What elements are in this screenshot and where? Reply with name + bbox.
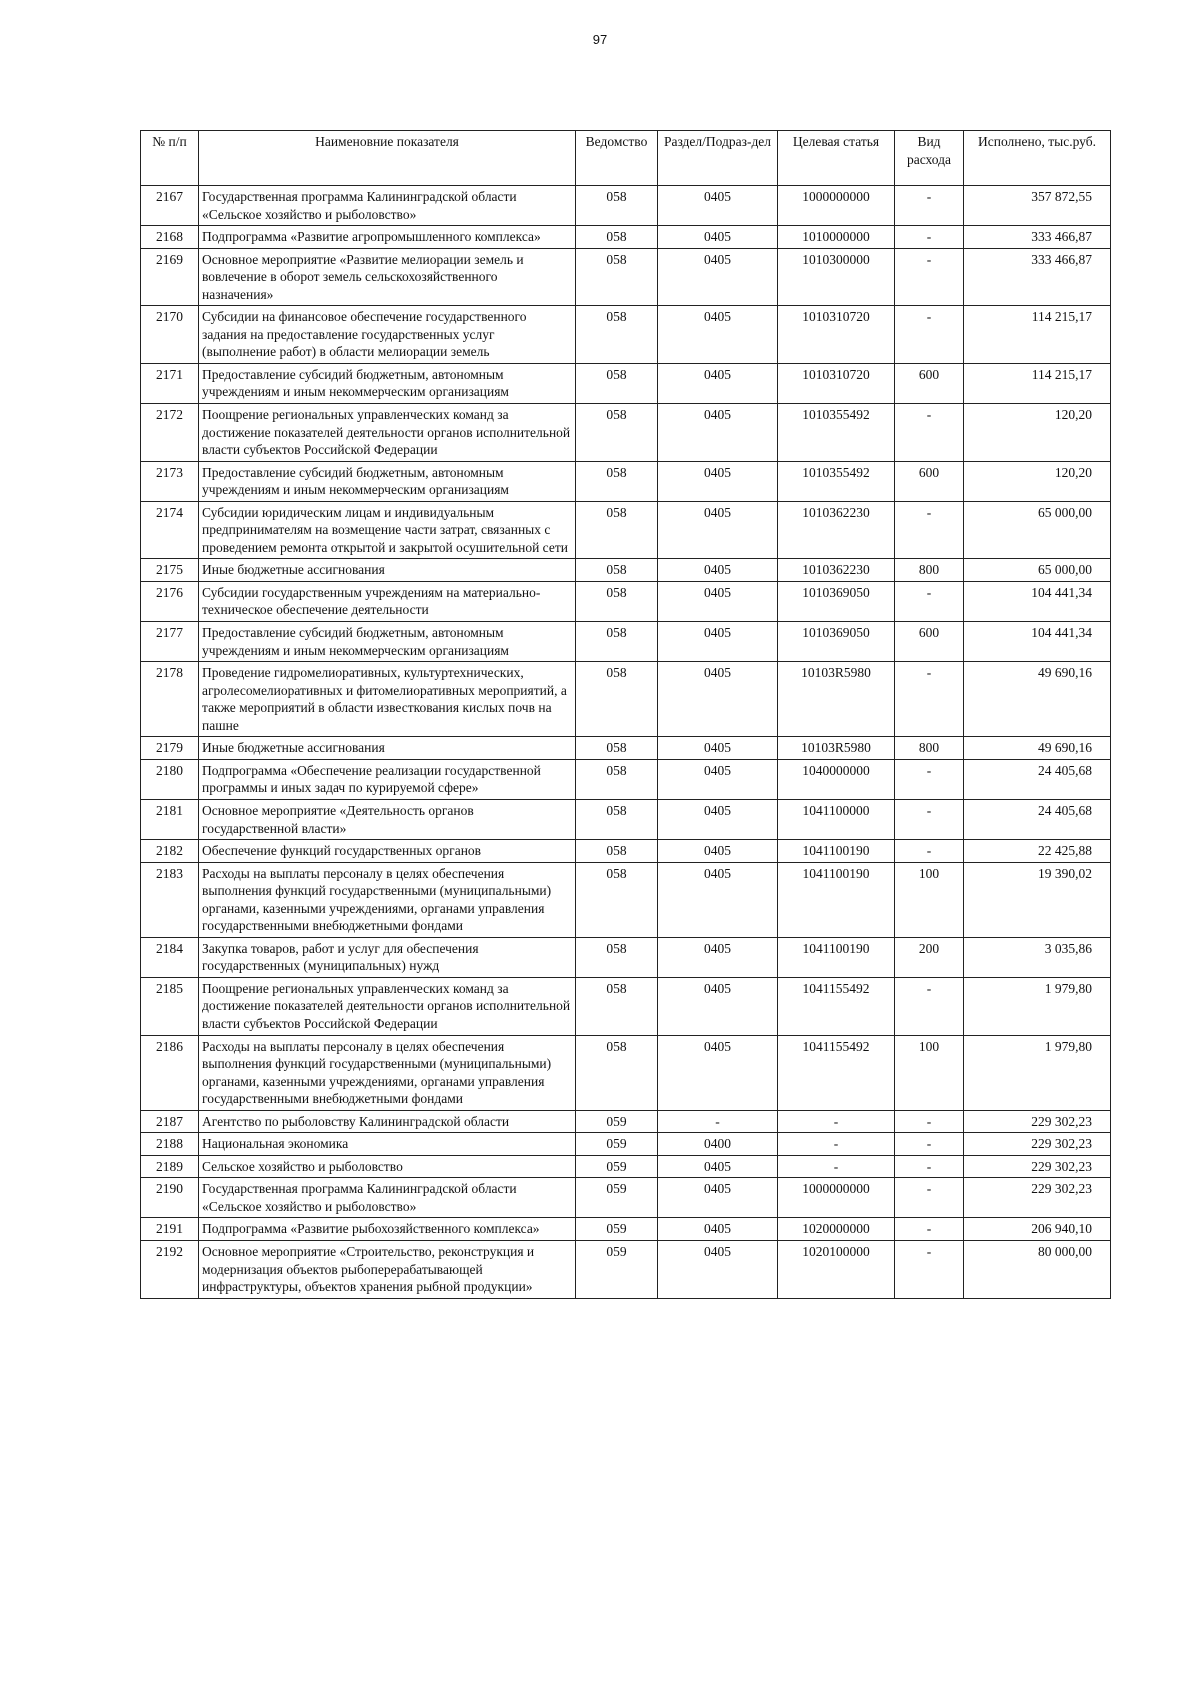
row-sum: 333 466,87 — [964, 248, 1111, 306]
row-sum: 114 215,17 — [964, 363, 1111, 403]
table-row — [141, 501, 1111, 559]
row-section: 0405 — [658, 622, 778, 662]
row-section: 0405 — [658, 226, 778, 249]
row-article: 10103R5980 — [778, 662, 895, 737]
row-kind: - — [895, 662, 964, 737]
row-name: Субсидии на финансовое обеспечение государственного задания на предоставление государственных услуг (выполнение работ) в области мелиорации земель — [199, 306, 576, 364]
row-sum: 24 405,68 — [964, 759, 1111, 799]
row-sum: 19 390,02 — [964, 862, 1111, 937]
row-sum: 104 441,34 — [964, 622, 1111, 662]
row-num: 2186 — [141, 1035, 199, 1110]
row-kind: - — [895, 501, 964, 559]
header-sum: Исполнено, тыс.руб. — [964, 131, 1111, 186]
row-dept: 058 — [576, 363, 658, 403]
row-article: 1010362230 — [778, 501, 895, 559]
row-section: 0405 — [658, 737, 778, 760]
row-article: 1010000000 — [778, 226, 895, 249]
header-dept: Ведомство — [576, 131, 658, 186]
row-section: 0405 — [658, 759, 778, 799]
row-kind: - — [895, 1218, 964, 1241]
row-sum: 24 405,68 — [964, 799, 1111, 839]
row-article: 1010362230 — [778, 559, 895, 582]
row-num: 2171 — [141, 363, 199, 403]
row-sum: 357 872,55 — [964, 186, 1111, 226]
row-num: 2189 — [141, 1155, 199, 1178]
row-section: - — [658, 1110, 778, 1133]
row-dept: 058 — [576, 622, 658, 662]
row-kind: 100 — [895, 862, 964, 937]
row-article: - — [778, 1110, 895, 1133]
row-dept: 059 — [576, 1155, 658, 1178]
table-row — [141, 559, 1111, 582]
table-row — [141, 937, 1111, 977]
row-dept: 058 — [576, 306, 658, 364]
row-dept: 059 — [576, 1240, 658, 1298]
table-row — [141, 977, 1111, 1035]
row-name: Предоставление субсидий бюджетным, автономным учреждениям и иным некоммерческим организациям — [199, 622, 576, 662]
row-dept: 058 — [576, 186, 658, 226]
row-article: 1041100000 — [778, 799, 895, 839]
row-name: Проведение гидромелиоративных, культуртехнических, агролесомелиоративных и фитомелиоративных мероприятий, а также мероприятий в области известкования кислых почв на пашне — [199, 662, 576, 737]
row-name: Предоставление субсидий бюджетным, автономным учреждениям и иным некоммерческим организациям — [199, 461, 576, 501]
row-dept: 059 — [576, 1110, 658, 1133]
row-section: 0405 — [658, 404, 778, 462]
row-article: 1010369050 — [778, 581, 895, 621]
row-sum: 65 000,00 — [964, 559, 1111, 582]
row-sum: 229 302,23 — [964, 1110, 1111, 1133]
row-section: 0405 — [658, 581, 778, 621]
header-kind: Вид расхода — [895, 131, 964, 186]
table-row — [141, 1155, 1111, 1178]
row-kind: - — [895, 404, 964, 462]
row-num: 2168 — [141, 226, 199, 249]
row-article: 1000000000 — [778, 1178, 895, 1218]
row-section: 0405 — [658, 977, 778, 1035]
table-row — [141, 622, 1111, 662]
table-row — [141, 1133, 1111, 1156]
row-dept: 058 — [576, 937, 658, 977]
row-num: 2173 — [141, 461, 199, 501]
row-kind: 800 — [895, 737, 964, 760]
row-dept: 059 — [576, 1218, 658, 1241]
row-num: 2172 — [141, 404, 199, 462]
row-sum: 120,20 — [964, 461, 1111, 501]
row-name: Закупка товаров, работ и услуг для обеспечения государственных (муниципальных) нужд — [199, 937, 576, 977]
table-row — [141, 186, 1111, 226]
row-article: 1010355492 — [778, 404, 895, 462]
row-dept: 058 — [576, 737, 658, 760]
row-name: Расходы на выплаты персоналу в целях обеспечения выполнения функций государственными (муниципальными) органами, казенными учреждениями, органами управления государственными внебюджетными фондами — [199, 1035, 576, 1110]
row-kind: - — [895, 226, 964, 249]
row-article: 1010310720 — [778, 363, 895, 403]
row-num: 2170 — [141, 306, 199, 364]
row-dept: 059 — [576, 1133, 658, 1156]
row-sum: 104 441,34 — [964, 581, 1111, 621]
table-row — [141, 306, 1111, 364]
row-name: Национальная экономика — [199, 1133, 576, 1156]
row-num: 2167 — [141, 186, 199, 226]
row-name: Сельское хозяйство и рыболовство — [199, 1155, 576, 1178]
table-row — [141, 363, 1111, 403]
row-name: Расходы на выплаты персоналу в целях обеспечения выполнения функций государственными (муниципальными) органами, казенными учреждениями, органами управления государственными внебюджетными фондами — [199, 862, 576, 937]
row-num: 2183 — [141, 862, 199, 937]
row-kind: 600 — [895, 622, 964, 662]
row-num: 2179 — [141, 737, 199, 760]
table-row — [141, 1110, 1111, 1133]
row-article: 1020100000 — [778, 1240, 895, 1298]
table-row — [141, 1035, 1111, 1110]
row-name: Государственная программа Калининградской области «Сельское хозяйство и рыболовство» — [199, 1178, 576, 1218]
row-dept: 058 — [576, 1035, 658, 1110]
row-sum: 333 466,87 — [964, 226, 1111, 249]
row-sum: 65 000,00 — [964, 501, 1111, 559]
row-section: 0405 — [658, 461, 778, 501]
row-sum: 229 302,23 — [964, 1155, 1111, 1178]
row-kind: 800 — [895, 559, 964, 582]
row-article: 1041155492 — [778, 1035, 895, 1110]
row-kind: - — [895, 1240, 964, 1298]
row-name: Подпрограмма «Развитие агропромышленного комплекса» — [199, 226, 576, 249]
row-num: 2187 — [141, 1110, 199, 1133]
row-kind: 100 — [895, 1035, 964, 1110]
row-sum: 80 000,00 — [964, 1240, 1111, 1298]
row-section: 0405 — [658, 306, 778, 364]
row-kind: 200 — [895, 937, 964, 977]
header-section: Раздел/Подраз-дел — [658, 131, 778, 186]
row-sum: 3 035,86 — [964, 937, 1111, 977]
table-row — [141, 226, 1111, 249]
row-sum: 49 690,16 — [964, 737, 1111, 760]
row-section: 0405 — [658, 186, 778, 226]
row-name: Агентство по рыболовству Калининградской области — [199, 1110, 576, 1133]
row-dept: 058 — [576, 226, 658, 249]
row-section: 0405 — [658, 1218, 778, 1241]
table-row — [141, 461, 1111, 501]
table-row — [141, 759, 1111, 799]
row-name: Государственная программа Калининградской области «Сельское хозяйство и рыболовство» — [199, 186, 576, 226]
table-row — [141, 1240, 1111, 1298]
row-kind: 600 — [895, 461, 964, 501]
row-dept: 058 — [576, 404, 658, 462]
table-body — [141, 186, 1111, 1299]
row-section: 0405 — [658, 937, 778, 977]
row-name: Основное мероприятие «Строительство, реконструкция и модернизация объектов рыбоперерабатывающей инфраструктуры, объектов хранения рыбной продукции» — [199, 1240, 576, 1298]
row-dept: 058 — [576, 501, 658, 559]
row-name: Основное мероприятие «Деятельность органов государственной власти» — [199, 799, 576, 839]
row-num: 2177 — [141, 622, 199, 662]
row-section: 0405 — [658, 559, 778, 582]
row-num: 2190 — [141, 1178, 199, 1218]
row-dept: 058 — [576, 862, 658, 937]
row-kind: - — [895, 186, 964, 226]
row-kind: - — [895, 1178, 964, 1218]
row-num: 2184 — [141, 937, 199, 977]
row-article: - — [778, 1155, 895, 1178]
row-article: 1041100190 — [778, 937, 895, 977]
row-name: Субсидии государственным учреждениям на материально-техническое обеспечение деятельности — [199, 581, 576, 621]
row-section: 0405 — [658, 1178, 778, 1218]
row-kind: - — [895, 248, 964, 306]
row-kind: - — [895, 759, 964, 799]
row-kind: - — [895, 1110, 964, 1133]
row-article: 1010355492 — [778, 461, 895, 501]
row-dept: 058 — [576, 581, 658, 621]
row-kind: - — [895, 1155, 964, 1178]
row-section: 0405 — [658, 862, 778, 937]
row-section: 0400 — [658, 1133, 778, 1156]
row-name: Подпрограмма «Развитие рыбохозяйственного комплекса» — [199, 1218, 576, 1241]
row-kind: 600 — [895, 363, 964, 403]
row-sum: 229 302,23 — [964, 1178, 1111, 1218]
table-header — [141, 131, 1111, 186]
row-sum: 22 425,88 — [964, 840, 1111, 863]
row-article: 1041100190 — [778, 840, 895, 863]
row-name: Иные бюджетные ассигнования — [199, 737, 576, 760]
page-number: 97 — [592, 32, 608, 47]
header-name: Наименовние показателя — [199, 131, 576, 186]
row-article: 1041155492 — [778, 977, 895, 1035]
row-dept: 058 — [576, 248, 658, 306]
row-dept: 058 — [576, 759, 658, 799]
row-section: 0405 — [658, 248, 778, 306]
table-row — [141, 840, 1111, 863]
row-sum: 49 690,16 — [964, 662, 1111, 737]
row-num: 2191 — [141, 1218, 199, 1241]
row-kind: - — [895, 581, 964, 621]
row-sum: 206 940,10 — [964, 1218, 1111, 1241]
table-row — [141, 1178, 1111, 1218]
row-sum: 1 979,80 — [964, 1035, 1111, 1110]
header-article: Целевая статья — [778, 131, 895, 186]
row-dept: 058 — [576, 461, 658, 501]
row-num: 2192 — [141, 1240, 199, 1298]
row-kind: - — [895, 799, 964, 839]
table-row — [141, 799, 1111, 839]
row-kind: - — [895, 840, 964, 863]
row-article: 1010310720 — [778, 306, 895, 364]
row-num: 2181 — [141, 799, 199, 839]
row-name: Основное мероприятие «Развитие мелиорации земель и вовлечение в оборот земель сельскохозяйственного назначения» — [199, 248, 576, 306]
row-num: 2180 — [141, 759, 199, 799]
row-section: 0405 — [658, 1155, 778, 1178]
row-kind: - — [895, 1133, 964, 1156]
row-dept: 058 — [576, 559, 658, 582]
row-kind: - — [895, 977, 964, 1035]
table-row — [141, 1218, 1111, 1241]
row-num: 2169 — [141, 248, 199, 306]
row-name: Иные бюджетные ассигнования — [199, 559, 576, 582]
row-sum: 114 215,17 — [964, 306, 1111, 364]
row-num: 2182 — [141, 840, 199, 863]
row-kind: - — [895, 306, 964, 364]
row-name: Обеспечение функций государственных органов — [199, 840, 576, 863]
table-row — [141, 862, 1111, 937]
row-name: Субсидии юридическим лицам и индивидуальным предпринимателям на возмещение части затрат, связанных с проведением ремонта открытой и закрытой осушительной сети — [199, 501, 576, 559]
row-name: Поощрение региональных управленческих команд за достижение показателей деятельности органов исполнительной власти субъектов Российской Федерации — [199, 977, 576, 1035]
table-row — [141, 248, 1111, 306]
row-section: 0405 — [658, 662, 778, 737]
row-article: 1000000000 — [778, 186, 895, 226]
row-num: 2175 — [141, 559, 199, 582]
row-article: 1020000000 — [778, 1218, 895, 1241]
row-name: Предоставление субсидий бюджетным, автономным учреждениям и иным некоммерческим организациям — [199, 363, 576, 403]
row-section: 0405 — [658, 363, 778, 403]
row-num: 2174 — [141, 501, 199, 559]
row-article: - — [778, 1133, 895, 1156]
row-article: 1041100190 — [778, 862, 895, 937]
row-name: Поощрение региональных управленческих команд за достижение показателей деятельности органов исполнительной власти субъектов Российской Федерации — [199, 404, 576, 462]
row-article: 10103R5980 — [778, 737, 895, 760]
table-row — [141, 662, 1111, 737]
row-section: 0405 — [658, 799, 778, 839]
row-section: 0405 — [658, 501, 778, 559]
table-row — [141, 737, 1111, 760]
table-row — [141, 404, 1111, 462]
header-num: № п/п — [141, 131, 199, 186]
row-section: 0405 — [658, 840, 778, 863]
row-dept: 059 — [576, 1178, 658, 1218]
row-num: 2176 — [141, 581, 199, 621]
row-sum: 229 302,23 — [964, 1133, 1111, 1156]
row-name: Подпрограмма «Обеспечение реализации государственной программы и иных задач по курируемой сфере» — [199, 759, 576, 799]
row-dept: 058 — [576, 799, 658, 839]
row-sum: 120,20 — [964, 404, 1111, 462]
row-num: 2188 — [141, 1133, 199, 1156]
row-section: 0405 — [658, 1035, 778, 1110]
table-row — [141, 581, 1111, 621]
row-dept: 058 — [576, 977, 658, 1035]
row-sum: 1 979,80 — [964, 977, 1111, 1035]
row-section: 0405 — [658, 1240, 778, 1298]
row-dept: 058 — [576, 840, 658, 863]
row-num: 2178 — [141, 662, 199, 737]
row-article: 1010369050 — [778, 622, 895, 662]
row-dept: 058 — [576, 662, 658, 737]
row-article: 1010300000 — [778, 248, 895, 306]
expenditure-table — [140, 130, 1111, 1299]
row-article: 1040000000 — [778, 759, 895, 799]
row-num: 2185 — [141, 977, 199, 1035]
